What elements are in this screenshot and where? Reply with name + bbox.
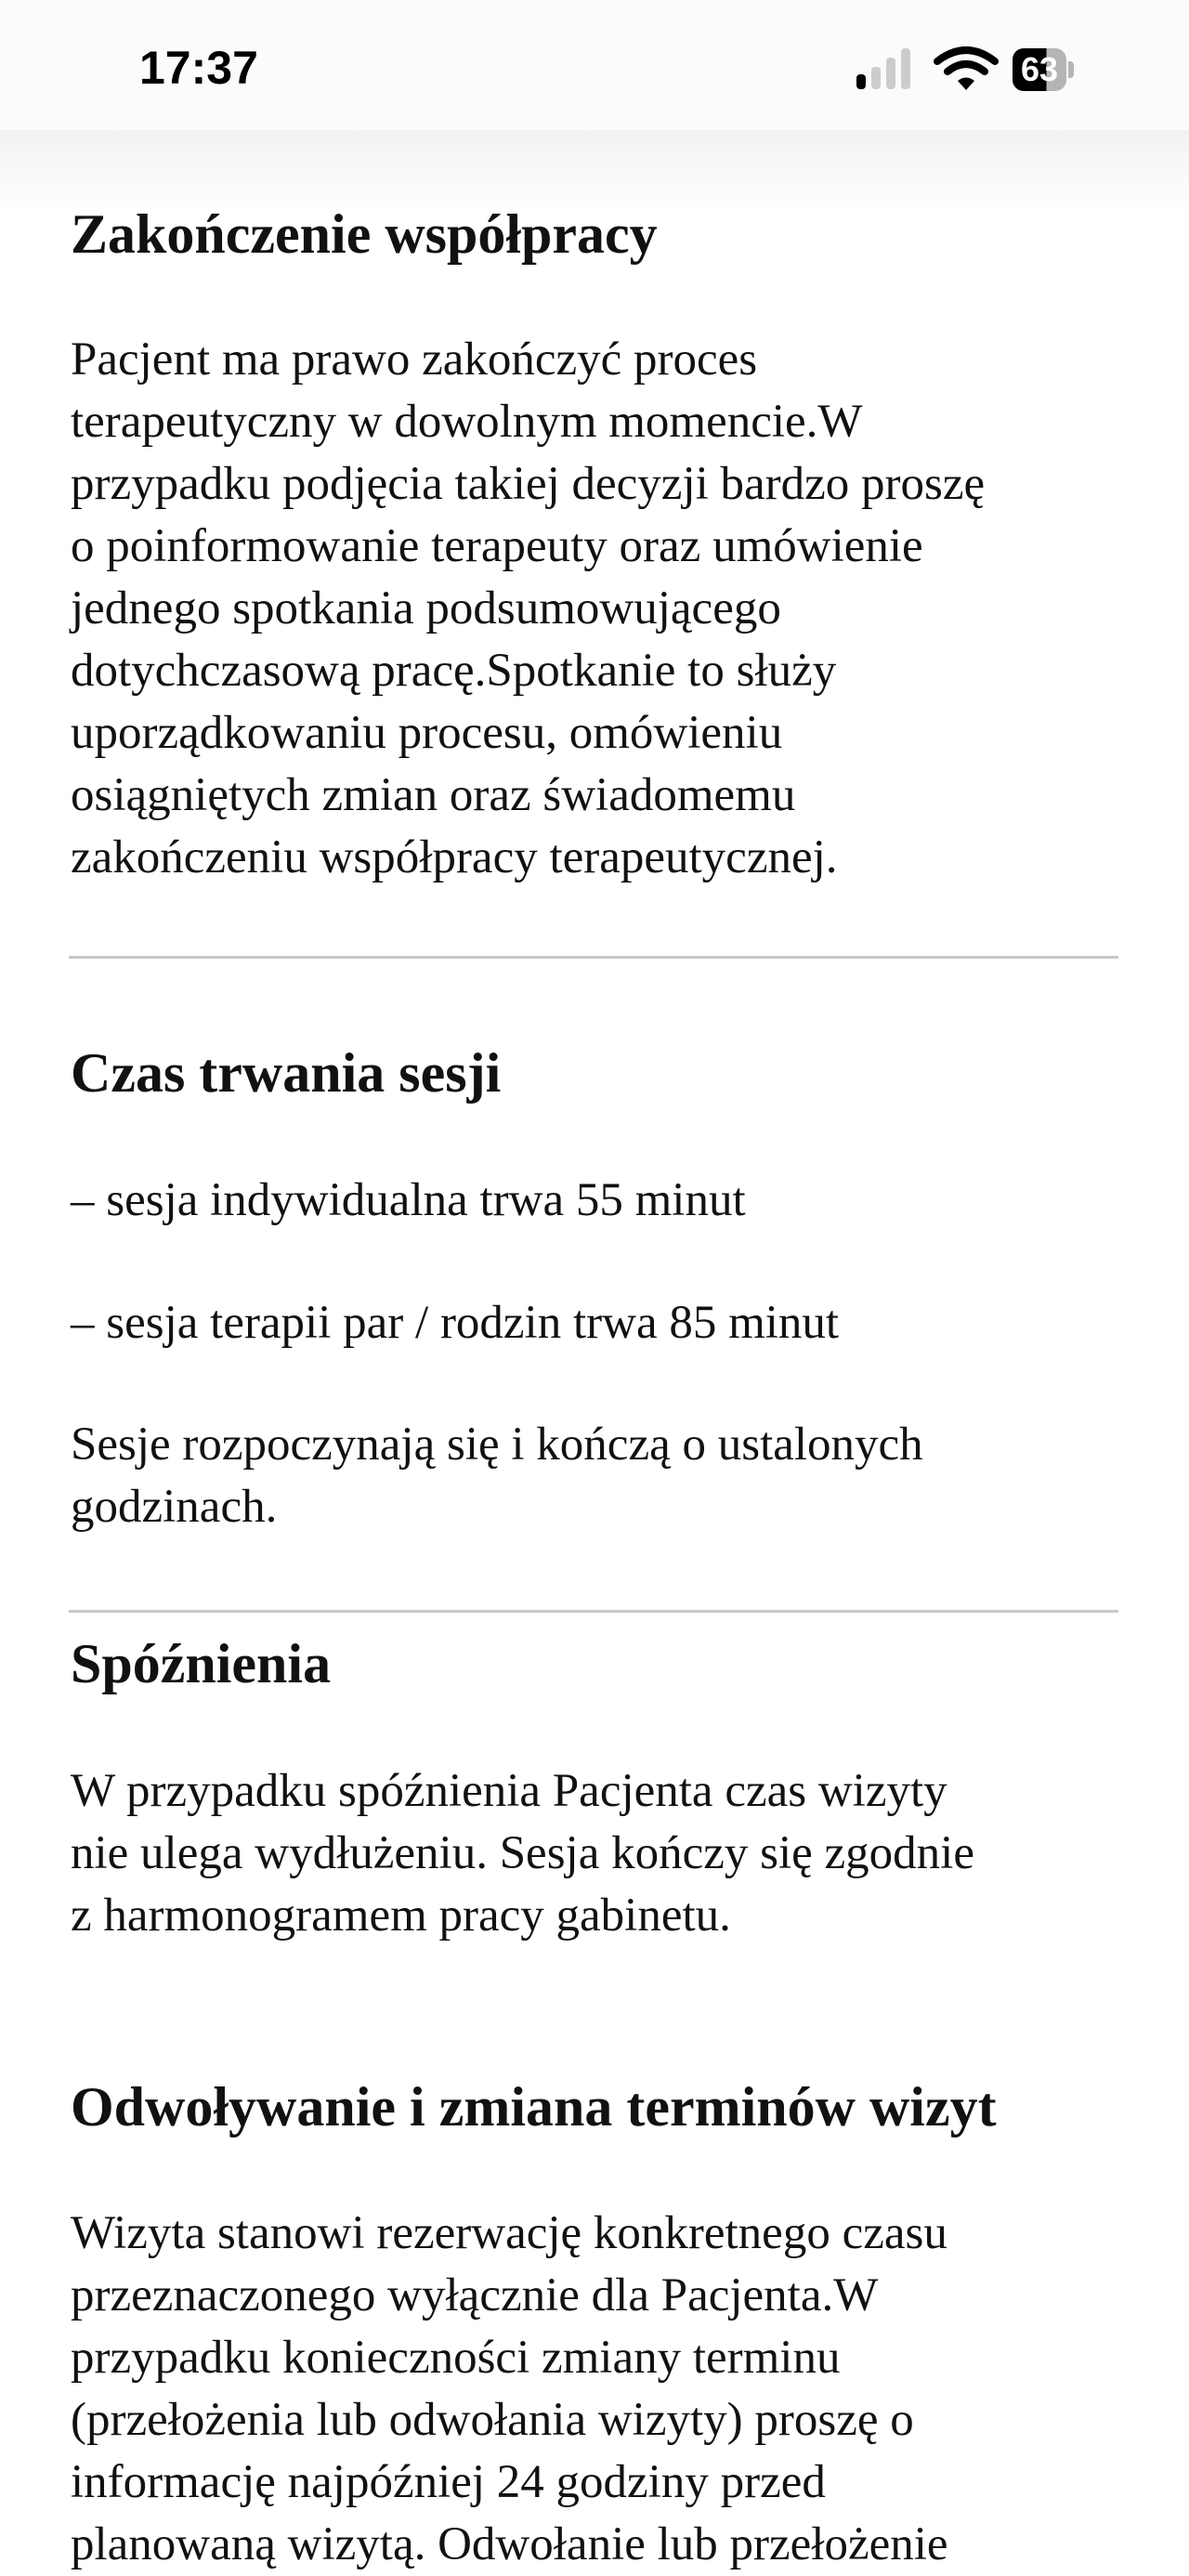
paragraph-line: informację najpóźniej 24 godziny przed <box>71 2456 826 2508</box>
paragraph-line: osiągniętych zmian oraz świadomemu <box>71 769 796 821</box>
cellular-signal-icon <box>856 48 921 89</box>
paragraph-line: jednego spotkania podsumowującego <box>71 582 781 634</box>
paragraph-line: dotychczasową pracę.Spotkanie to służy <box>71 645 837 697</box>
paragraph-line: (przełożenia lub odwołania wizyty) proszę o <box>71 2394 914 2446</box>
section-title: Czas trwania sesji <box>71 1042 502 1104</box>
battery-icon: 63 <box>1013 48 1066 91</box>
list-item: – sesja indywidualna trwa 55 minut <box>71 1174 746 1226</box>
paragraph-line: przypadku konieczności zmiany terminu <box>71 2332 841 2384</box>
wifi-icon <box>934 46 999 91</box>
status-time: 17:37 <box>139 42 258 94</box>
paragraph-line: W przypadku spóźnienia Pacjenta czas wizyty <box>71 1765 947 1817</box>
section-paragraph <box>71 2203 948 2576</box>
section-title: Zakończenie współpracy <box>71 203 658 265</box>
paragraph-line: godzinach. <box>71 1481 278 1533</box>
paragraph-line: zakończeniu współpracy terapeutycznej. <box>71 831 838 883</box>
battery-nub <box>1068 61 1074 78</box>
section-paragraph <box>71 1414 923 1538</box>
section-title: Spóźnienia <box>71 1633 332 1694</box>
paragraph-line: o poinformowanie terapeuty oraz umówienie <box>71 520 923 572</box>
paragraph-line: przeznaczonego wyłącznie dla Pacjenta.W <box>71 2269 879 2321</box>
paragraph-line: planowaną wizytą. Odwołanie lub przełożenie <box>71 2518 948 2570</box>
paragraph-line: nie ulega wydłużeniu. Sesja kończy się zgodnie <box>71 1827 974 1879</box>
section-paragraph <box>71 1760 974 1947</box>
paragraph-line: Sesje rozpoczynają się i kończą o ustalonych <box>71 1419 923 1471</box>
list-item: – sesja terapii par / rodzin trwa 85 minut <box>71 1297 840 1349</box>
paragraph-line: przypadku podjęcia takiej decyzji bardzo proszę <box>71 458 986 510</box>
paragraph-line: terapeutyczny w dowolnym momencie.W <box>71 396 863 448</box>
paragraph-line: z harmonogramem pracy gabinetu. <box>71 1890 731 1942</box>
divider <box>69 1610 1118 1613</box>
paragraph-line: Wizyta stanowi rezerwację konkretnego czasu <box>71 2207 947 2259</box>
paragraph-line: Pacjent ma prawo zakończyć proces <box>71 333 758 386</box>
divider <box>69 956 1118 959</box>
section-title: Odwoływanie i zmiana terminów wizyt <box>71 2076 997 2138</box>
status-bar <box>0 0 1189 130</box>
section-paragraph <box>71 329 985 889</box>
paragraph-line: uporządkowaniu procesu, omówieniu <box>71 707 783 759</box>
